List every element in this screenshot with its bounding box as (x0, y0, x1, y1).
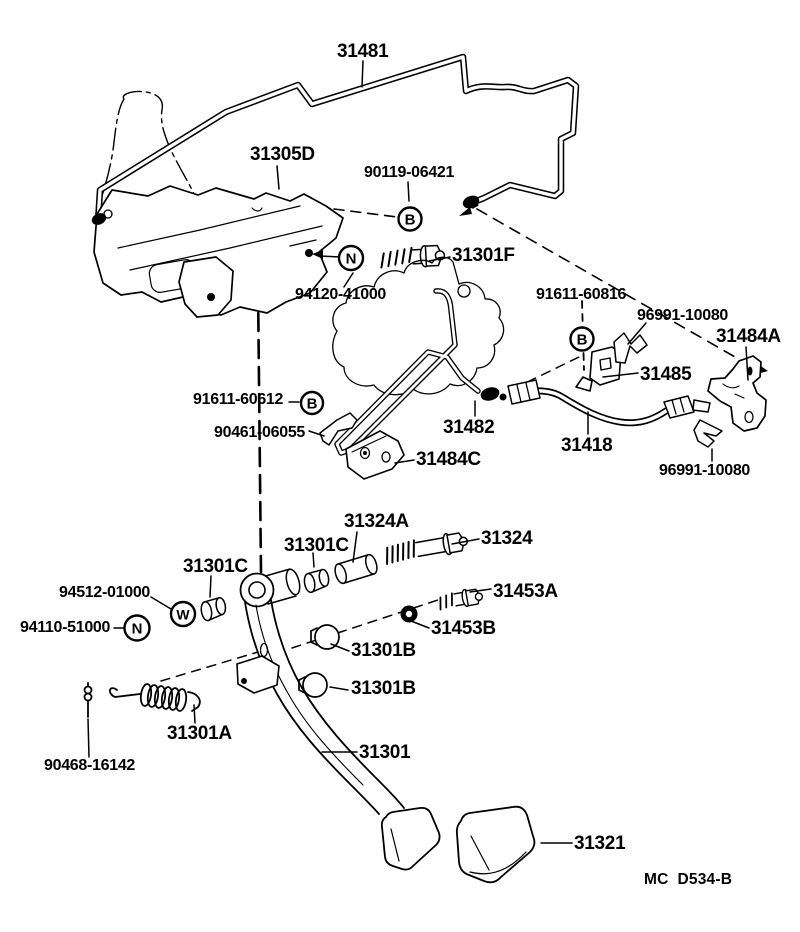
art-bracket-31484a (708, 356, 766, 431)
symbol-washer-w (171, 602, 195, 626)
art-nut-31453b (401, 606, 418, 623)
part-label-31301b-lower: 31301B (351, 678, 416, 699)
art-bolt-31324 (384, 530, 469, 565)
art-bushing-31301c-outer (200, 597, 228, 621)
art-bushing-31301c-inner (303, 569, 331, 593)
figure-code: MC D534-B (644, 871, 733, 888)
symbol-bolt-b-top (399, 208, 422, 231)
art-spring-31301a (110, 683, 200, 711)
part-label-94120-41000: 94120-41000 (295, 286, 387, 303)
part-label-31305d: 31305D (250, 144, 315, 165)
part-label-31453b: 31453B (431, 618, 496, 639)
part-label-31301b-upper: 31301B (351, 640, 416, 661)
part-label-31324a: 31324A (344, 511, 409, 532)
part-label-31482: 31482 (443, 417, 495, 438)
part-label-31453a: 31453A (493, 581, 558, 602)
svg-text:B: B (306, 395, 318, 413)
part-label-90468-16142: 90468-16142 (44, 757, 136, 774)
art-bracket-31484c (346, 431, 404, 479)
part-label-31484a: 31484A (716, 326, 781, 347)
dashed-line-bolt-b-top (334, 209, 397, 217)
part-label-31485: 31485 (640, 364, 692, 385)
part-label-96991-10080-upper: 96991-10080 (637, 307, 729, 324)
part-label-31324: 31324 (481, 528, 533, 549)
part-label-31418: 31418 (561, 435, 613, 456)
part-label-90461-06055: 90461-06055 (214, 424, 306, 441)
part-label-91611-60816: 91611-60816 (536, 286, 627, 303)
symbol-nut-n-bottom (125, 616, 150, 641)
art-pad-31321 (457, 807, 535, 883)
part-label-94110-51000: 94110-51000 (20, 619, 111, 636)
part-label-31301c-outer: 31301C (183, 556, 248, 577)
part-label-31321: 31321 (574, 833, 626, 854)
part-label-90119-06421: 90119-06421 (364, 164, 455, 181)
part-label-31484c: 31484C (416, 449, 481, 470)
svg-text:B: B (576, 331, 588, 349)
art-clip-96991-upper (614, 333, 647, 363)
svg-text:W: W (176, 606, 190, 623)
part-label-31301a: 31301A (167, 723, 232, 744)
art-collar-31324a (333, 553, 379, 584)
part-label-91611-60612: 91611-60612 (193, 391, 284, 408)
pipe-insert-arrowhead (459, 207, 472, 216)
art-clip-96991-lower (694, 420, 722, 447)
symbol-nut-n-top (339, 246, 363, 270)
part-label-96991-10080-lower: 96991-10080 (659, 462, 751, 479)
part-label-31301: 31301 (359, 742, 411, 763)
part-label-31301c-inner: 31301C (284, 535, 349, 556)
part-label-94512-01000: 94512-01000 (59, 584, 151, 601)
symbol-bolt-b-left (301, 392, 323, 414)
art-cap-31301b-lower (299, 673, 327, 697)
art-bolt-31301f (380, 245, 445, 269)
svg-text:N: N (131, 620, 143, 638)
part-label-31301f: 31301F (452, 245, 515, 266)
art-hose-31418 (508, 380, 710, 423)
part-label-31481: 31481 (337, 41, 389, 62)
svg-text:N: N (345, 250, 357, 268)
phantom-master-cylinder (333, 257, 504, 394)
symbol-bolt-b-right (571, 328, 594, 351)
art-pin-90468 (85, 683, 92, 717)
svg-text:B: B (404, 211, 416, 229)
phantom-reservoir-port (458, 285, 470, 297)
